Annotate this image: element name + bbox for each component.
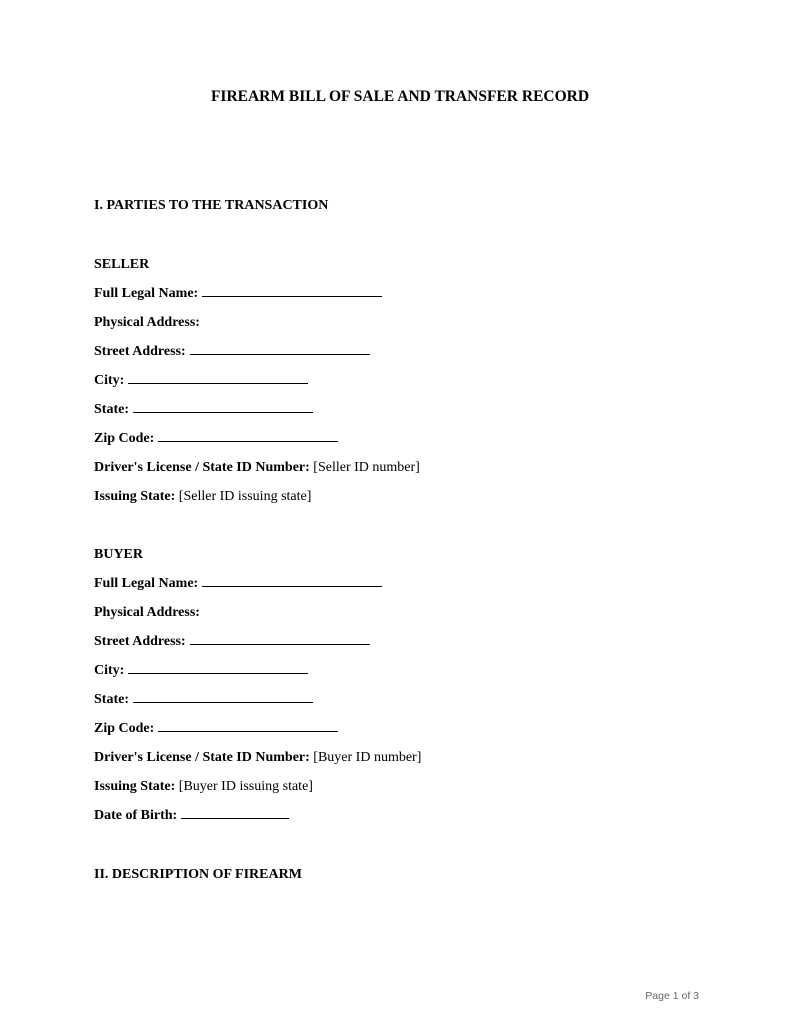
seller-id-value[interactable]: [Seller ID number] bbox=[313, 460, 420, 475]
buyer-full-name-field[interactable] bbox=[202, 585, 382, 587]
section-heading-firearm: II. DESCRIPTION OF FIREARM bbox=[94, 867, 302, 882]
seller-full-name-row bbox=[94, 285, 382, 302]
buyer-physical-address-label: Physical Address: bbox=[94, 605, 200, 620]
buyer-dob-row bbox=[94, 807, 289, 824]
buyer-city-field[interactable] bbox=[128, 672, 308, 674]
seller-full-name-field[interactable] bbox=[202, 295, 382, 297]
buyer-state-row bbox=[94, 691, 313, 708]
seller-state-field[interactable] bbox=[133, 411, 313, 413]
buyer-issuing-label: Issuing State: bbox=[94, 779, 176, 794]
buyer-state-label: State: bbox=[94, 692, 129, 707]
buyer-zip-field[interactable] bbox=[158, 730, 338, 732]
seller-city-label: City: bbox=[94, 373, 125, 388]
buyer-city-label: City: bbox=[94, 663, 125, 678]
seller-issuing-row bbox=[94, 488, 311, 505]
seller-issuing-label: Issuing State: bbox=[94, 489, 176, 504]
buyer-id-row bbox=[94, 749, 421, 766]
buyer-full-name-label: Full Legal Name: bbox=[94, 576, 199, 591]
seller-zip-row bbox=[94, 430, 338, 447]
buyer-id-label: Driver's License / State ID Number: bbox=[94, 750, 310, 765]
seller-physical-address-label: Physical Address: bbox=[94, 315, 200, 330]
seller-street-field[interactable] bbox=[190, 353, 370, 355]
buyer-street-row bbox=[94, 633, 370, 650]
buyer-city-row bbox=[94, 662, 308, 679]
section-heading-parties: I. PARTIES TO THE TRANSACTION bbox=[94, 198, 329, 213]
seller-zip-field[interactable] bbox=[158, 440, 338, 442]
buyer-issuing-row bbox=[94, 778, 313, 795]
seller-street-row bbox=[94, 343, 370, 360]
seller-zip-label: Zip Code: bbox=[94, 431, 155, 446]
buyer-heading: BUYER bbox=[94, 547, 144, 562]
buyer-full-name-row bbox=[94, 575, 382, 592]
buyer-issuing-value[interactable]: [Buyer ID issuing state] bbox=[178, 779, 313, 794]
document-title: FIREARM BILL OF SALE AND TRANSFER RECORD bbox=[210, 88, 590, 105]
buyer-dob-field[interactable] bbox=[181, 817, 289, 819]
buyer-state-field[interactable] bbox=[133, 701, 313, 703]
page-number: Page 1 of 3 bbox=[645, 990, 699, 1002]
seller-id-row bbox=[94, 459, 420, 476]
seller-id-label: Driver's License / State ID Number: bbox=[94, 460, 310, 475]
buyer-street-field[interactable] bbox=[190, 643, 370, 645]
seller-full-name-label: Full Legal Name: bbox=[94, 286, 199, 301]
seller-street-label: Street Address: bbox=[94, 344, 186, 359]
seller-city-field[interactable] bbox=[128, 382, 308, 384]
buyer-zip-label: Zip Code: bbox=[94, 721, 155, 736]
seller-heading: SELLER bbox=[94, 257, 150, 272]
seller-state-label: State: bbox=[94, 402, 129, 417]
seller-state-row bbox=[94, 401, 313, 418]
buyer-dob-label: Date of Birth: bbox=[94, 808, 178, 823]
seller-issuing-value[interactable]: [Seller ID issuing state] bbox=[178, 489, 312, 504]
seller-city-row bbox=[94, 372, 308, 389]
buyer-id-value[interactable]: [Buyer ID number] bbox=[313, 750, 422, 765]
buyer-street-label: Street Address: bbox=[94, 634, 186, 649]
buyer-zip-row bbox=[94, 720, 338, 737]
